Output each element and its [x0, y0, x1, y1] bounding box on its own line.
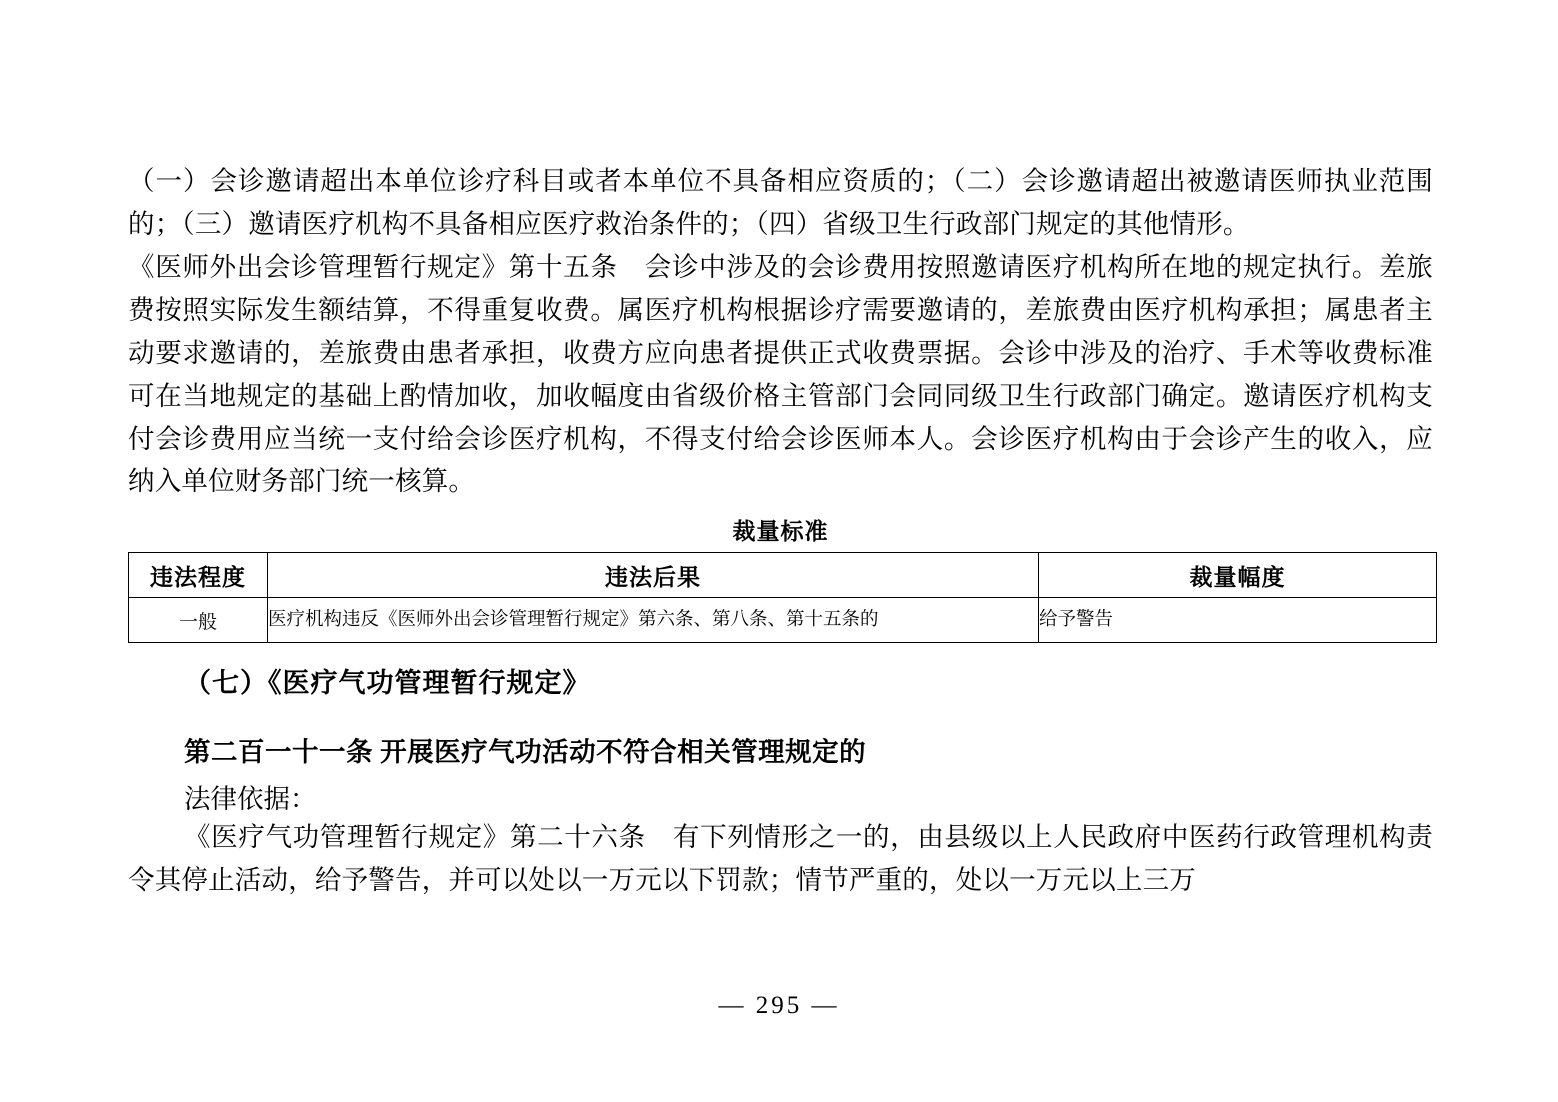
cell-violation-consequence: 医疗机构违反《医师外出会诊管理暂行规定》第六条、第八条、第十五条的	[268, 598, 1039, 643]
section-heading: （七）《医疗气功管理暂行规定》	[184, 668, 591, 699]
table-header-violation-level: 违法程度	[129, 553, 268, 598]
legal-basis-text: 《医疗气功管理暂行规定》第二十六条 有下列情形之一的，由县级以上人民政府中医药行政管理机构责令其停止活动，给予警告，并可以处以一万元以下罚款；情节严重的，处以一万元以上三万	[128, 822, 1433, 896]
paragraph-1: （一）会诊邀请超出本单位诊疗科目或者本单位不具备相应资质的；（二）会诊邀请超出被邀请医师执业范围的；（三）邀请医疗机构不具备相应医疗救治条件的；（四）省级卫生行政部门规定的其他情形。	[128, 166, 1433, 239]
cell-violation-level: 一般	[129, 598, 268, 643]
page-content	[128, 160, 1433, 902]
cell-discretion-range: 给予警告	[1039, 598, 1437, 643]
legal-basis-label: 法律依据：	[184, 784, 317, 815]
table-header-discretion-range: 裁量幅度	[1039, 553, 1437, 598]
article-heading: 第二百一十一条 开展医疗气功活动不符合相关管理规定的	[184, 737, 867, 768]
discretion-standard-table	[128, 552, 1437, 643]
table-title: 裁量标准	[732, 519, 829, 546]
table-row	[129, 598, 1437, 643]
table-header-row	[129, 553, 1437, 598]
paragraph-2: 《医师外出会诊管理暂行规定》第十五条 会诊中涉及的会诊费用按照邀请医疗机构所在地的规定执行。差旅费按照实际发生额结算，不得重复收费。属医疗机构根据诊疗需要邀请的，差旅费由医疗机构承担；属患者主动要求邀请的，差旅费由患者承担，收费方应向患者提供正式收费票据。会诊中涉及的治疗、手术等收费标准可在当地规定的基础上酌情加收，加收幅度由省级价格主管部门会同同级卫生行政部门确定。邀请医疗机构支付会诊费用应当统一支付给会诊医疗机构，不得支付给会诊医师本人。会诊医疗机构由于会诊产生的收入，应纳入单位财务部门统一核算。	[128, 251, 1433, 497]
table-header-violation-consequence: 违法后果	[268, 553, 1039, 598]
page-number: — 295 —	[718, 992, 840, 1019]
